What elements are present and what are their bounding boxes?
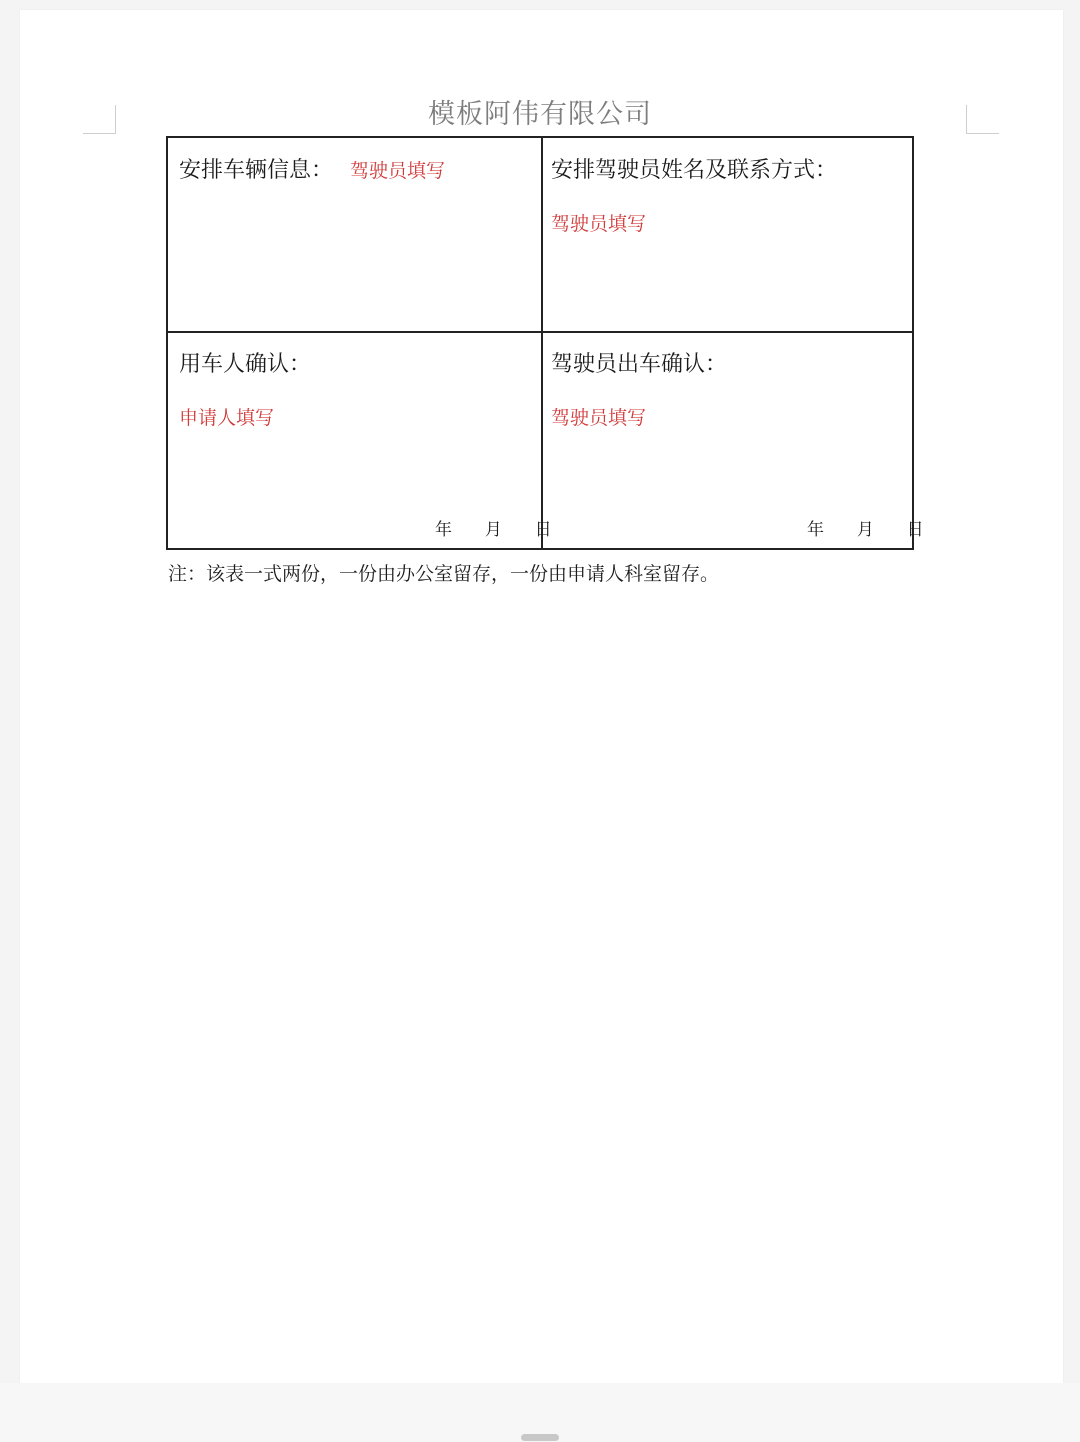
driver-confirm-date (807, 515, 924, 540)
document-title: 模板阿伟有限公司 (428, 99, 652, 130)
date-day-label: 日 (534, 520, 552, 540)
margin-corner-top-left (83, 105, 116, 134)
date-month-label: 月 (856, 520, 874, 540)
driver-contact-hint: 驾驶员填写 (551, 213, 647, 235)
vehicle-form-table (166, 136, 924, 550)
date-year-label: 年 (435, 520, 452, 540)
driver-confirm-label: 驾驶员出车确认： (551, 352, 728, 377)
user-confirm-date (435, 515, 552, 540)
home-indicator-handle[interactable] (521, 1434, 559, 1441)
vehicle-info-label: 安排车辆信息： (179, 158, 334, 183)
vehicle-info-hint: 驾驶员填写 (350, 160, 446, 182)
user-confirm-label: 用车人确认： (179, 352, 312, 377)
margin-corner-top-right (966, 105, 999, 134)
form-note: 注：该表一式两份，一份由办公室留存，一份由申请人科室留存。 (168, 563, 720, 585)
date-year-label: 年 (807, 520, 824, 540)
table-divider-vertical (541, 138, 543, 548)
driver-contact-label: 安排驾驶员姓名及联系方式： (551, 158, 838, 183)
user-confirm-hint: 申请人填写 (179, 407, 275, 429)
table-divider-horizontal (168, 331, 912, 333)
date-day-label: 日 (906, 520, 924, 540)
date-month-label: 月 (484, 520, 502, 540)
driver-confirm-hint: 驾驶员填写 (551, 407, 647, 429)
